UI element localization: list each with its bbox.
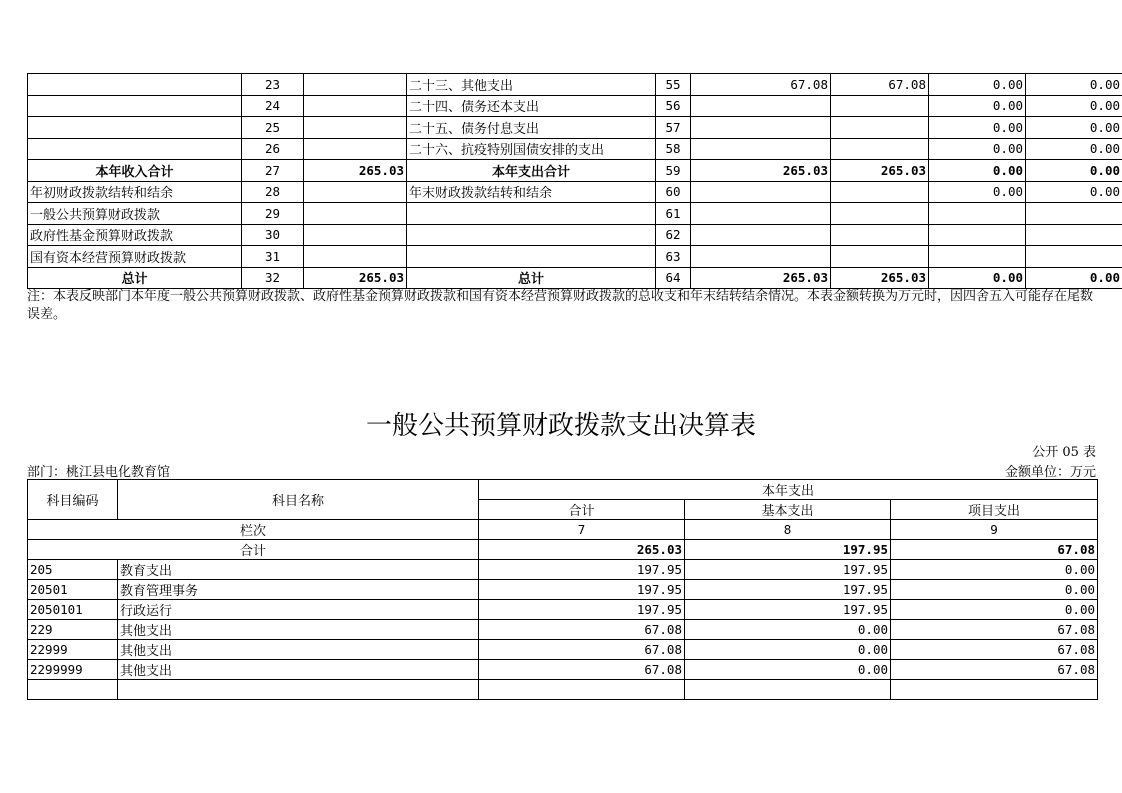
income-amount-cell bbox=[304, 74, 407, 96]
gov-fund-cell bbox=[929, 203, 1026, 225]
column-number-total: 7 bbox=[479, 520, 685, 540]
subject-name-cell: 其他支出 bbox=[118, 620, 479, 640]
header-total: 合计 bbox=[479, 500, 685, 520]
subject-name-cell: 其他支出 bbox=[118, 660, 479, 680]
table-row bbox=[28, 560, 1098, 580]
general-budget-cell: 265.03 bbox=[831, 267, 929, 289]
expense-line-number: 59 bbox=[656, 160, 691, 182]
income-item-cell: 政府性基金预算财政拨款 bbox=[28, 224, 242, 246]
state-capital-cell: 0.00 bbox=[1026, 160, 1122, 182]
subject-name-cell: 教育管理事务 bbox=[118, 580, 479, 600]
gov-fund-cell: 0.00 bbox=[929, 160, 1026, 182]
general-budget-cell: 67.08 bbox=[831, 74, 929, 96]
expense-total-cell: 265.03 bbox=[691, 267, 831, 289]
income-amount-cell bbox=[304, 138, 407, 160]
table-row bbox=[28, 246, 1122, 268]
income-item-cell: 总计 bbox=[28, 267, 242, 289]
income-item-cell bbox=[28, 95, 242, 117]
basic-amount-cell: 197.95 bbox=[685, 580, 891, 600]
income-line-number: 29 bbox=[242, 203, 304, 225]
table-row bbox=[28, 224, 1122, 246]
subject-name-cell: 行政运行 bbox=[118, 600, 479, 620]
income-item-cell bbox=[28, 138, 242, 160]
expense-total-cell bbox=[691, 138, 831, 160]
sum-row bbox=[28, 540, 1098, 560]
table-row bbox=[28, 620, 1098, 640]
subject-code-cell bbox=[28, 680, 118, 700]
gov-fund-cell: 0.00 bbox=[929, 117, 1026, 139]
state-capital-cell: 0.00 bbox=[1026, 138, 1122, 160]
income-amount-cell bbox=[304, 181, 407, 203]
expense-item-cell: 年末财政拨款结转和结余 bbox=[407, 181, 656, 203]
expense-item-cell bbox=[407, 224, 656, 246]
expense-line-number: 58 bbox=[656, 138, 691, 160]
subject-code-cell: 20501 bbox=[28, 580, 118, 600]
fiscal-summary-table bbox=[27, 73, 1122, 289]
state-capital-cell bbox=[1026, 203, 1122, 225]
table-row bbox=[28, 95, 1122, 117]
income-line-number: 31 bbox=[242, 246, 304, 268]
header-project: 项目支出 bbox=[891, 500, 1098, 520]
income-line-number: 24 bbox=[242, 95, 304, 117]
total-amount-cell: 67.08 bbox=[479, 660, 685, 680]
project-amount-cell: 67.08 bbox=[891, 620, 1098, 640]
expense-item-cell: 总计 bbox=[407, 267, 656, 289]
sum-basic: 197.95 bbox=[685, 540, 891, 560]
income-item-cell: 年初财政拨款结转和结余 bbox=[28, 181, 242, 203]
income-amount-cell: 265.03 bbox=[304, 160, 407, 182]
sum-label: 合计 bbox=[28, 540, 479, 560]
gov-fund-cell: 0.00 bbox=[929, 181, 1026, 203]
general-budget-cell bbox=[831, 246, 929, 268]
expense-total-cell bbox=[691, 246, 831, 268]
table-row bbox=[28, 660, 1098, 680]
subject-name-cell: 其他支出 bbox=[118, 640, 479, 660]
expense-line-number: 56 bbox=[656, 95, 691, 117]
column-number-basic: 8 bbox=[685, 520, 891, 540]
header-current-year: 本年支出 bbox=[479, 480, 1098, 500]
sum-total: 265.03 bbox=[479, 540, 685, 560]
general-budget-cell: 265.03 bbox=[831, 160, 929, 182]
general-budget-cell bbox=[831, 181, 929, 203]
table-row bbox=[28, 117, 1122, 139]
subject-code-cell: 2050101 bbox=[28, 600, 118, 620]
income-amount-cell bbox=[304, 224, 407, 246]
total-amount-cell: 197.95 bbox=[479, 600, 685, 620]
income-line-number: 23 bbox=[242, 74, 304, 96]
expense-line-number: 63 bbox=[656, 246, 691, 268]
project-amount-cell: 0.00 bbox=[891, 600, 1098, 620]
table-row bbox=[28, 680, 1098, 700]
income-line-number: 32 bbox=[242, 267, 304, 289]
basic-amount-cell: 197.95 bbox=[685, 600, 891, 620]
expenditure-table bbox=[27, 479, 1098, 700]
income-amount-cell: 265.03 bbox=[304, 267, 407, 289]
income-item-cell bbox=[28, 117, 242, 139]
table-row bbox=[28, 203, 1122, 225]
gov-fund-cell: 0.00 bbox=[929, 74, 1026, 96]
state-capital-cell: 0.00 bbox=[1026, 267, 1122, 289]
project-amount-cell: 0.00 bbox=[891, 580, 1098, 600]
expense-line-number: 61 bbox=[656, 203, 691, 225]
project-amount-cell: 0.00 bbox=[891, 560, 1098, 580]
expense-line-number: 62 bbox=[656, 224, 691, 246]
expense-line-number: 55 bbox=[656, 74, 691, 96]
column-label: 栏次 bbox=[28, 520, 479, 540]
state-capital-cell: 0.00 bbox=[1026, 95, 1122, 117]
expense-line-number: 57 bbox=[656, 117, 691, 139]
total-amount-cell: 197.95 bbox=[479, 580, 685, 600]
state-capital-cell bbox=[1026, 246, 1122, 268]
project-amount-cell: 67.08 bbox=[891, 640, 1098, 660]
gov-fund-cell: 0.00 bbox=[929, 95, 1026, 117]
income-line-number: 28 bbox=[242, 181, 304, 203]
department-label: 部门：桃江县电化教育馆 bbox=[27, 465, 171, 480]
expense-total-cell bbox=[691, 95, 831, 117]
general-budget-cell bbox=[831, 138, 929, 160]
total-amount-cell: 197.95 bbox=[479, 560, 685, 580]
expense-item-cell: 本年支出合计 bbox=[407, 160, 656, 182]
income-item-cell: 国有资本经营预算财政拨款 bbox=[28, 246, 242, 268]
table-row bbox=[28, 160, 1122, 182]
sum-project: 67.08 bbox=[891, 540, 1098, 560]
expense-line-number: 60 bbox=[656, 181, 691, 203]
income-amount-cell bbox=[304, 246, 407, 268]
income-line-number: 25 bbox=[242, 117, 304, 139]
gov-fund-cell bbox=[929, 224, 1026, 246]
income-amount-cell bbox=[304, 203, 407, 225]
page-title: 一般公共预算财政拨款支出决算表 bbox=[365, 411, 756, 441]
table-row bbox=[28, 181, 1122, 203]
table-row bbox=[28, 580, 1098, 600]
column-number-project: 9 bbox=[891, 520, 1098, 540]
basic-amount-cell: 0.00 bbox=[685, 640, 891, 660]
project-amount-cell bbox=[891, 680, 1098, 700]
table-row bbox=[28, 267, 1122, 289]
gov-fund-cell: 0.00 bbox=[929, 267, 1026, 289]
total-amount-cell bbox=[479, 680, 685, 700]
subject-name-cell bbox=[118, 680, 479, 700]
state-capital-cell bbox=[1026, 224, 1122, 246]
income-line-number: 27 bbox=[242, 160, 304, 182]
income-item-cell: 本年收入合计 bbox=[28, 160, 242, 182]
general-budget-cell bbox=[831, 95, 929, 117]
subject-name-cell: 教育支出 bbox=[118, 560, 479, 580]
expense-total-cell bbox=[691, 203, 831, 225]
total-amount-cell: 67.08 bbox=[479, 620, 685, 640]
income-amount-cell bbox=[304, 117, 407, 139]
column-number-row bbox=[28, 520, 1098, 540]
expense-total-cell: 265.03 bbox=[691, 160, 831, 182]
income-line-number: 30 bbox=[242, 224, 304, 246]
income-item-cell: 一般公共预算财政拨款 bbox=[28, 203, 242, 225]
basic-amount-cell: 197.95 bbox=[685, 560, 891, 580]
table-row bbox=[28, 640, 1098, 660]
expense-total-cell bbox=[691, 224, 831, 246]
expense-total-cell: 67.08 bbox=[691, 74, 831, 96]
table-row bbox=[28, 138, 1122, 160]
subject-code-cell: 22999 bbox=[28, 640, 118, 660]
basic-amount-cell: 0.00 bbox=[685, 660, 891, 680]
state-capital-cell: 0.00 bbox=[1026, 117, 1122, 139]
total-amount-cell: 67.08 bbox=[479, 640, 685, 660]
gov-fund-cell: 0.00 bbox=[929, 138, 1026, 160]
expense-item-cell: 二十四、债务还本支出 bbox=[407, 95, 656, 117]
state-capital-cell: 0.00 bbox=[1026, 181, 1122, 203]
expense-total-cell bbox=[691, 181, 831, 203]
header-subject-code: 科目编码 bbox=[28, 480, 118, 520]
header-basic: 基本支出 bbox=[685, 500, 891, 520]
income-item-cell bbox=[28, 74, 242, 96]
state-capital-cell: 0.00 bbox=[1026, 74, 1122, 96]
subject-code-cell: 2299999 bbox=[28, 660, 118, 680]
expenditure-body bbox=[28, 480, 1098, 700]
expense-item-cell: 二十六、抗疫特别国债安排的支出 bbox=[407, 138, 656, 160]
amount-unit-label: 金额单位：万元 bbox=[1004, 465, 1096, 480]
header-row-1 bbox=[28, 480, 1098, 500]
general-budget-cell bbox=[831, 117, 929, 139]
general-budget-cell bbox=[831, 224, 929, 246]
table-note: 注：本表反映部门本年度一般公共预算财政拨款、政府性基金预算财政拨款和国有资本经营预算财政拨款的总收支和年末结转结余情况。本表金额转换为万元时，因四舍五入可能存在尾数误差。 bbox=[27, 289, 1094, 322]
project-amount-cell: 67.08 bbox=[891, 660, 1098, 680]
table-row bbox=[28, 74, 1122, 96]
expense-total-cell bbox=[691, 117, 831, 139]
expense-item-cell bbox=[407, 246, 656, 268]
form-code: 公开 05 表 bbox=[1032, 445, 1096, 460]
expense-line-number: 64 bbox=[656, 267, 691, 289]
income-amount-cell bbox=[304, 95, 407, 117]
table-row bbox=[28, 600, 1098, 620]
fiscal-summary-body bbox=[28, 74, 1122, 289]
income-line-number: 26 bbox=[242, 138, 304, 160]
general-budget-cell bbox=[831, 203, 929, 225]
basic-amount-cell bbox=[685, 680, 891, 700]
subject-code-cell: 229 bbox=[28, 620, 118, 640]
expense-item-cell: 二十五、债务付息支出 bbox=[407, 117, 656, 139]
subject-code-cell: 205 bbox=[28, 560, 118, 580]
header-subject-name: 科目名称 bbox=[118, 480, 479, 520]
basic-amount-cell: 0.00 bbox=[685, 620, 891, 640]
gov-fund-cell bbox=[929, 246, 1026, 268]
expense-item-cell: 二十三、其他支出 bbox=[407, 74, 656, 96]
expense-item-cell bbox=[407, 203, 656, 225]
